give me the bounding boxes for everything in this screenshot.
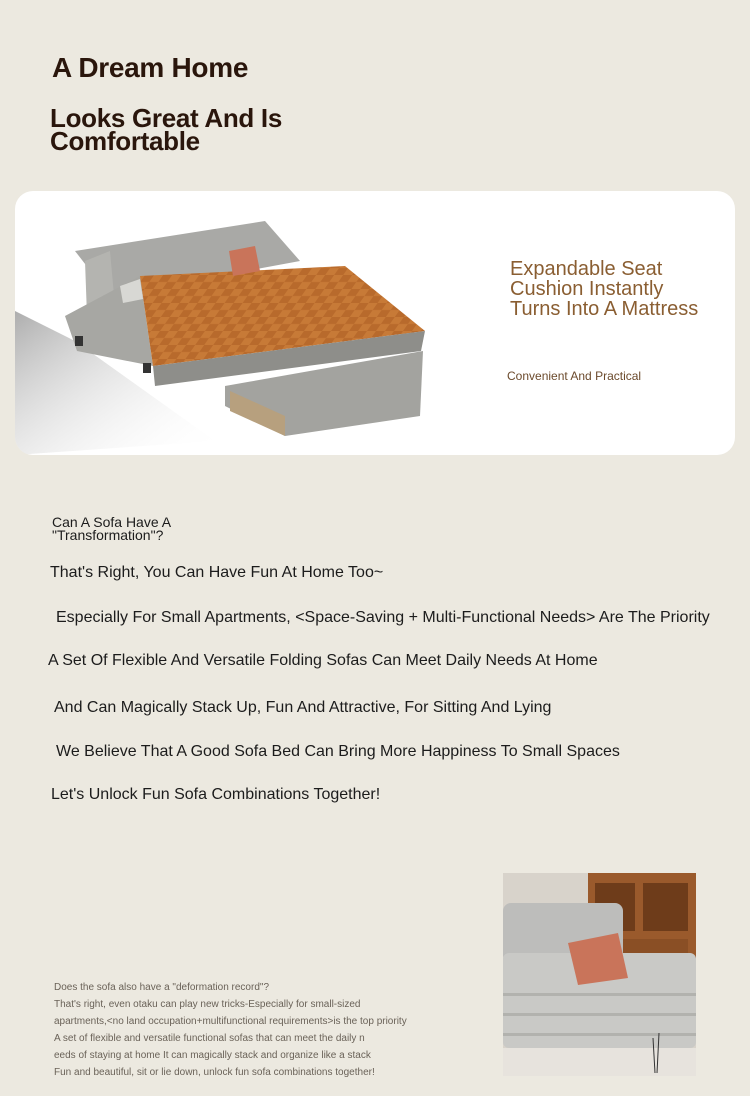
small-text-line: apartments,<no land occupation+multifunctional requirements>is the top priority xyxy=(54,1016,407,1027)
sofa-living-room-image xyxy=(503,873,696,1076)
small-text-line: Does the sofa also have a "deformation record"? xyxy=(54,982,269,993)
story-line: A Set Of Flexible And Versatile Folding Sofas Can Meet Daily Needs At Home xyxy=(48,652,598,669)
sofa-bed-expanded-image xyxy=(15,191,455,455)
story-line: Let's Unlock Fun Sofa Combinations Together! xyxy=(51,786,381,803)
story-line: That's Right, You Can Have Fun At Home Too~ xyxy=(50,564,384,581)
small-description xyxy=(54,979,454,1081)
feature-tagline: Convenient And Practical xyxy=(507,369,642,383)
small-text-line: That's right, even otaku can play new tricks-Especially for small-sized xyxy=(54,999,361,1010)
feature-card xyxy=(15,191,735,455)
story-line: Especially For Small Apartments, <Space-Saving + Multi-Functional Needs> Are The Priority xyxy=(56,609,710,626)
feature-heading: Expandable Seat Cushion Instantly Turns Into A Mattress xyxy=(510,258,699,320)
hero-subtitle: Looks Great And Is Comfortable xyxy=(50,103,283,156)
room-photo xyxy=(503,873,696,1076)
small-text-line: eeds of staying at home It can magically stack and organize like a stack xyxy=(54,1050,371,1061)
story-line: And Can Magically Stack Up, Fun And Attractive, For Sitting And Lying xyxy=(54,699,552,716)
small-text-line: Fun and beautiful, sit or lie down, unlock fun sofa combinations together! xyxy=(54,1067,375,1078)
hero-title: A Dream Home xyxy=(52,52,249,83)
story-line: We Believe That A Good Sofa Bed Can Bring More Happiness To Small Spaces xyxy=(56,743,620,760)
story-question: Can A Sofa Have A "Transformation"? xyxy=(52,514,171,543)
small-text-line: A set of flexible and versatile functional sofas that can meet the daily n xyxy=(54,1033,365,1044)
